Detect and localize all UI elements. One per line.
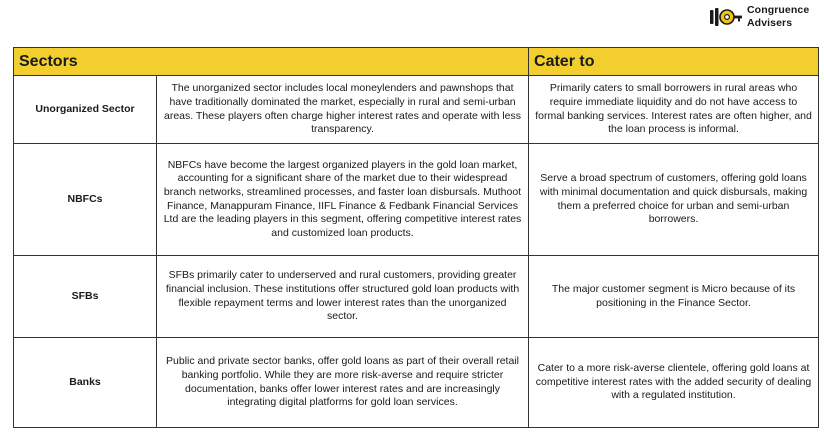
table-row: [14, 338, 819, 428]
header-cater-to: Cater to: [529, 48, 819, 76]
logo-line-2: Advisers: [747, 17, 793, 29]
header-sectors: Sectors: [14, 48, 529, 76]
table-row: [14, 144, 819, 256]
sector-description: Public and private sector banks, offer gold loans as part of their overall retail banking portfolio. While they are more risk-averse and require stricter documentation, banks offer lower interest rates and are increasingly integrating digital platforms for gold loan services.: [157, 338, 529, 428]
sectors-table: [13, 47, 819, 428]
sector-name: Banks: [14, 338, 157, 428]
table-row: [14, 256, 819, 338]
sector-cater-to: The major customer segment is Micro because of its positioning in the Finance Sector.: [529, 256, 819, 338]
company-logo: [709, 4, 809, 30]
sector-cater-to: Cater to a more risk-averse clientele, offering gold loans at competitive interest rates with the added security of dealing with a regulated institution.: [529, 338, 819, 428]
sector-name: Unorganized Sector: [14, 76, 157, 144]
sector-name: NBFCs: [14, 144, 157, 256]
sector-cater-to: Serve a broad spectrum of customers, offering gold loans with minimal documentation and quick disbursals, making them a preferred choice for urban and semi-urban borrowers.: [529, 144, 819, 256]
sector-description: SFBs primarily cater to underserved and rural customers, providing greater financial inclusion. These institutions offer structured gold loan products with flexible repayment terms and lower interest rates than the unorganized sector.: [157, 256, 529, 338]
logo-line-1: Congruence: [747, 4, 810, 16]
sector-description: NBFCs have become the largest organized players in the gold loan market, accounting for a significant share of the market due to their widespread branch networks, streamlined processes, and faster loan disbursals. Muthoot Finance, Manappuram Finance, IIFL Finance & Fedbank Financial Services Ltd are the leading players in this segment, offering competitive interest rates and customized loan products.: [157, 144, 529, 256]
sector-description: The unorganized sector includes local moneylenders and pawnshops that have traditionally dominated the market, especially in rural and semi-urban areas. These players often charge higher interest rates and operate with less transparency.: [157, 76, 529, 144]
logo-wordmark: [747, 4, 809, 30]
sector-cater-to: Primarily caters to small borrowers in rural areas who require immediate liquidity and do not have access to formal banking services. Interest rates are often higher, and the loan process is informal.: [529, 76, 819, 144]
sector-name: SFBs: [14, 256, 157, 338]
key-icon: [709, 6, 743, 28]
table-row: [14, 76, 819, 144]
header-row: [14, 48, 819, 76]
